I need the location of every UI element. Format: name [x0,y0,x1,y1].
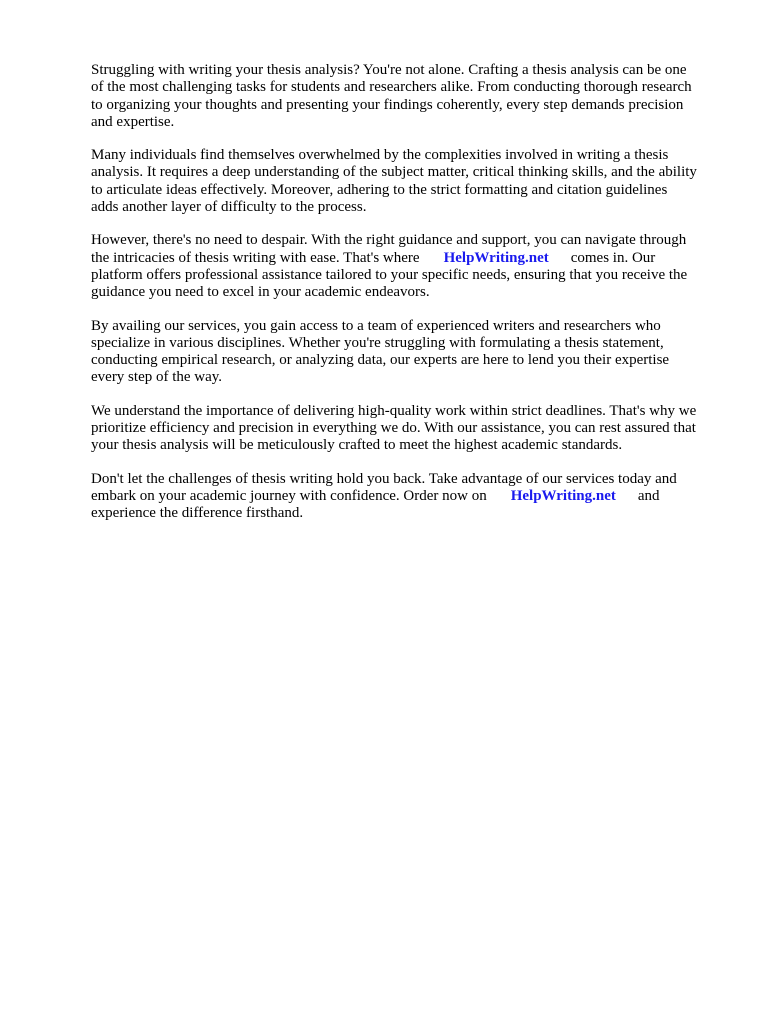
text-line-with-link [91,488,731,505]
text-line-with-link [91,250,731,267]
helpwriting-link[interactable]: HelpWriting.net [510,487,616,504]
text-line: every step of the way. [91,369,223,386]
text-line: and expertise. [91,113,175,130]
text-segment: and [637,487,660,504]
text-line: Struggling with writing your thesis analysis? You're not alone. Crafting a thesis analysis can be one [91,62,687,78]
text-line: specialize in various disciplines. Whether you're struggling with formulating a thesis statement, [91,334,664,351]
text-line: guidance you need to excel in your academic endeavors. [91,284,430,301]
text-line: However, there's no need to despair. With the right guidance and support, you can navigate through [91,232,687,249]
text-line: By availing our services, you gain access to a team of experienced writers and researchers who [91,317,661,334]
helpwriting-link[interactable]: HelpWriting.net [443,249,549,266]
text-line: to articulate ideas effectively. Moreover, adhering to the strict formatting and citation guidelines [91,181,668,198]
text-segment: the intricacies of thesis writing with ease. That's where [91,249,420,266]
text-line: We understand the importance of delivering high-quality work within strict deadlines. That's why we [91,402,697,419]
text-line: experience the difference firsthand. [91,505,304,522]
text-line: prioritize efficiency and precision in everything we do. With our assistance, you can rest assured that [91,420,696,437]
paragraph-solution [91,232,731,301]
document-page [91,62,731,539]
text-line: conducting empirical research, or analyzing data, our experts are here to lend you their expertise [91,352,670,369]
text-line: Don't let the challenges of thesis writing hold you back. Take advantage of our services today and [91,470,677,487]
text-line: platform offers professional assistance tailored to your specific needs, ensuring that you receive the [91,266,688,283]
text-line: to organizing your thoughts and presenting your findings coherently, every step demands precision [91,96,684,113]
text-line: your thesis analysis will be meticulously crafted to meet the highest academic standards. [91,437,623,454]
paragraph-call-to-action [91,471,731,523]
text-line: of the most challenging tasks for students and researchers alike. From conducting thorough research [91,79,692,96]
text-segment: embark on your academic journey with confidence. Order now on [91,487,487,504]
text-segment: comes in. Our [570,249,656,266]
text-line: analysis. It requires a deep understanding of the subject matter, critical thinking skills, and the ability [91,164,697,181]
paragraph-quality [91,403,731,455]
text-line: adds another layer of difficulty to the process. [91,199,367,216]
paragraph-intro [91,62,731,131]
paragraph-difficulties [91,147,731,216]
text-line: Many individuals find themselves overwhelmed by the complexities involved in writing a thesis [91,147,669,164]
paragraph-services [91,318,731,387]
